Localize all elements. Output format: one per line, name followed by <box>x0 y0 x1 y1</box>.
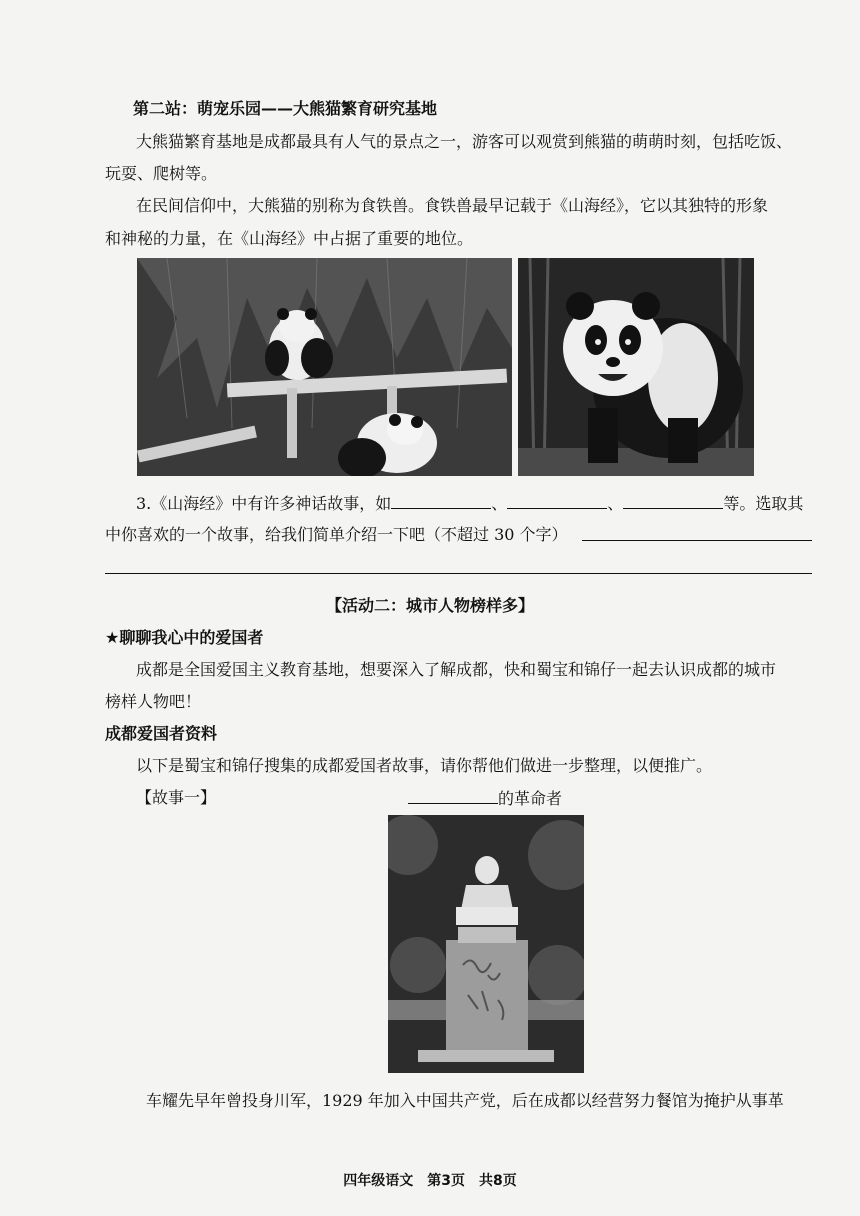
station2-para2-line1: 在民间信仰中，大熊猫的别称为食铁兽。食铁兽最早记载于《山海经》，它以其独特的形象 <box>136 196 769 215</box>
question3-sep1: 、 <box>491 494 508 513</box>
statue-photo <box>388 815 584 1073</box>
activity2-para-line2: 榜样人物吧！ <box>105 692 202 711</box>
station2-para1-line2: 玩耍、爬树等。 <box>105 164 218 183</box>
panda-photo-right <box>518 258 754 476</box>
station2-heading: 第二站：萌宠乐园——大熊猫繁育研究基地 <box>133 99 438 118</box>
question3-blank-3[interactable] <box>623 492 723 509</box>
question3-blank-2[interactable] <box>507 492 607 509</box>
question3-answer-line-2[interactable] <box>105 573 812 574</box>
materials-heading: 成都爱国者资料 <box>105 724 218 743</box>
question3-line1 <box>136 492 803 515</box>
story1-title <box>408 787 562 810</box>
story1-label: 【故事一】 <box>136 788 217 807</box>
question3-blank-1[interactable] <box>391 492 491 509</box>
panda-photo-left <box>137 258 512 476</box>
activity2-subheading: ★聊聊我心中的爱国者 <box>105 628 264 647</box>
question3-line2: 中你喜欢的一个故事，给我们简单介绍一下吧（不超过 30 个字） <box>105 525 568 544</box>
question3-suffix: 等。选取其 <box>723 494 804 513</box>
story1-name-blank[interactable] <box>408 787 498 804</box>
materials-intro: 以下是蜀宝和锦仔搜集的成都爱国者故事，请你帮他们做进一步整理，以便推广。 <box>136 756 713 775</box>
activity2-para-line1: 成都是全国爱国主义教育基地，想要深入了解成都，快和蜀宝和锦仔一起去认识成都的城市 <box>136 660 777 679</box>
station2-para1-line1: 大熊猫繁育基地是成都最具有人气的景点之一，游客可以观赏到熊猫的萌萌时刻，包括吃饭、 <box>136 132 793 151</box>
activity2-title: 【活动二：城市人物榜样多】 <box>325 596 534 615</box>
question3-prefix: 3.《山海经》中有许多神话故事，如 <box>136 494 392 513</box>
page-footer: 四年级语文 第3页 共8页 <box>343 1173 517 1189</box>
question3-answer-line-1[interactable] <box>582 540 812 541</box>
station2-para2-line2: 和神秘的力量，在《山海经》中占据了重要的地位。 <box>105 229 474 248</box>
question3-sep2: 、 <box>607 494 624 513</box>
story1-title-suffix: 的革命者 <box>498 789 563 808</box>
story1-text: 车耀先早年曾投身川军，1929 年加入中国共产党，后在成都以经营努力餐馆为掩护从事革 <box>146 1091 784 1110</box>
